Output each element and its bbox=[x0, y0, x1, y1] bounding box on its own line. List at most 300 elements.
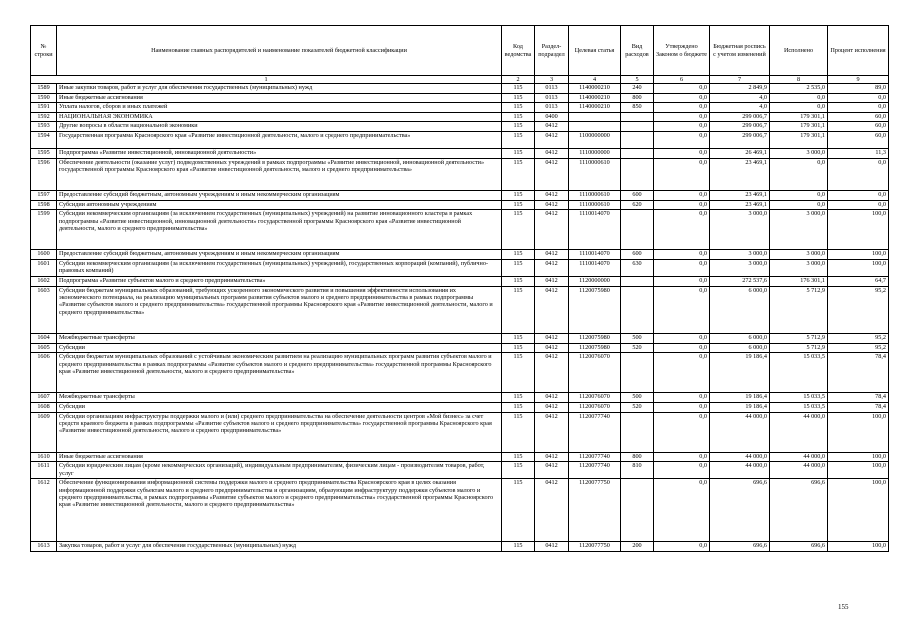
row-executed: 15 033,5 bbox=[770, 393, 828, 403]
row-department-code: 115 bbox=[502, 479, 535, 542]
row-budget-schedule: 19 186,4 bbox=[710, 403, 770, 413]
row-approved: 0,0 bbox=[654, 259, 710, 276]
row-section: 0412 bbox=[535, 542, 569, 552]
row-executed: 179 301,1 bbox=[770, 122, 828, 132]
row-department-code: 115 bbox=[502, 259, 535, 276]
table-row bbox=[31, 112, 889, 122]
table-row bbox=[31, 103, 889, 113]
row-budget-schedule: 696,6 bbox=[710, 542, 770, 552]
row-budget-schedule: 299 006,7 bbox=[710, 131, 770, 148]
row-target-article: 1110000610 bbox=[569, 200, 621, 210]
row-approved: 0,0 bbox=[654, 103, 710, 113]
row-budget-schedule: 2 849,9 bbox=[710, 84, 770, 94]
row-approved: 0,0 bbox=[654, 412, 710, 452]
row-section: 0400 bbox=[535, 112, 569, 122]
column-number: 5 bbox=[621, 76, 654, 84]
row-percent: 95,2 bbox=[828, 334, 889, 344]
column-number: 9 bbox=[828, 76, 889, 84]
row-approved: 0,0 bbox=[654, 403, 710, 413]
row-name: Закупка товаров, работ и услуг для обеспечения государственных (муниципальных) нужд bbox=[57, 542, 502, 552]
row-number: 1597 bbox=[31, 191, 57, 201]
header-row-number: № строки bbox=[31, 26, 57, 76]
row-section: 0412 bbox=[535, 191, 569, 201]
row-percent: 100,0 bbox=[828, 250, 889, 260]
row-executed: 2 535,0 bbox=[770, 84, 828, 94]
row-approved: 0,0 bbox=[654, 158, 710, 190]
row-section: 0412 bbox=[535, 412, 569, 452]
table-row bbox=[31, 462, 889, 479]
row-department-code: 115 bbox=[502, 200, 535, 210]
table-row bbox=[31, 343, 889, 353]
row-approved: 0,0 bbox=[654, 149, 710, 159]
row-budget-schedule: 3 000,0 bbox=[710, 210, 770, 250]
row-section: 0412 bbox=[535, 210, 569, 250]
header-expense-type: Вид расходов bbox=[621, 26, 654, 76]
column-number: 8 bbox=[770, 76, 828, 84]
row-expense-type: 630 bbox=[621, 259, 654, 276]
row-number: 1589 bbox=[31, 84, 57, 94]
row-name: НАЦИОНАЛЬНАЯ ЭКОНОМИКА bbox=[57, 112, 502, 122]
row-approved: 0,0 bbox=[654, 112, 710, 122]
row-name: Предоставление субсидий бюджетным, автономным учреждениям и иным некоммерческим организациям bbox=[57, 191, 502, 201]
row-section: 0412 bbox=[535, 277, 569, 287]
row-section: 0412 bbox=[535, 334, 569, 344]
row-section: 0412 bbox=[535, 131, 569, 148]
row-number: 1600 bbox=[31, 250, 57, 260]
row-department-code: 115 bbox=[502, 286, 535, 334]
column-number-row bbox=[31, 76, 889, 84]
row-section: 0412 bbox=[535, 259, 569, 276]
row-name: Иные бюджетные ассигнования bbox=[57, 452, 502, 462]
row-section: 0113 bbox=[535, 84, 569, 94]
page-number: 155 bbox=[838, 603, 849, 611]
row-approved: 0,0 bbox=[654, 277, 710, 287]
row-approved: 0,0 bbox=[654, 93, 710, 103]
row-executed: 0,0 bbox=[770, 158, 828, 190]
table-row bbox=[31, 93, 889, 103]
row-name: Субсидии юридическим лицам (кроме некоммерческих организаций), индивидуальным предпринимателям, физическим лицам - производителям товаров, работ, услуг bbox=[57, 462, 502, 479]
table-row bbox=[31, 200, 889, 210]
row-department-code: 115 bbox=[502, 334, 535, 344]
row-expense-type bbox=[621, 149, 654, 159]
row-number: 1599 bbox=[31, 210, 57, 250]
row-number: 1606 bbox=[31, 353, 57, 393]
row-percent: 64,7 bbox=[828, 277, 889, 287]
row-budget-schedule: 44 000,0 bbox=[710, 412, 770, 452]
row-target-article: 1110000610 bbox=[569, 158, 621, 190]
row-executed: 44 000,0 bbox=[770, 412, 828, 452]
row-percent: 100,0 bbox=[828, 412, 889, 452]
row-percent: 95,2 bbox=[828, 343, 889, 353]
row-section: 0412 bbox=[535, 462, 569, 479]
row-budget-schedule: 19 186,4 bbox=[710, 353, 770, 393]
row-target-article: 1120077740 bbox=[569, 462, 621, 479]
table-row bbox=[31, 277, 889, 287]
table-row bbox=[31, 479, 889, 542]
row-executed: 0,0 bbox=[770, 191, 828, 201]
row-expense-type: 500 bbox=[621, 393, 654, 403]
row-target-article: 1110014070 bbox=[569, 259, 621, 276]
row-target-article: 1110014070 bbox=[569, 210, 621, 250]
row-percent: 60,0 bbox=[828, 122, 889, 132]
row-expense-type: 800 bbox=[621, 452, 654, 462]
header-name: Наименование главных распорядителей и наименование показателей бюджетной классификации bbox=[57, 26, 502, 76]
row-budget-schedule: 26 469,1 bbox=[710, 149, 770, 159]
row-expense-type bbox=[621, 131, 654, 148]
row-budget-schedule: 6 000,0 bbox=[710, 334, 770, 344]
row-section: 0412 bbox=[535, 452, 569, 462]
row-department-code: 115 bbox=[502, 452, 535, 462]
row-name: Уплата налогов, сборов и иных платежей bbox=[57, 103, 502, 113]
row-approved: 0,0 bbox=[654, 542, 710, 552]
row-name: Субсидии бюджетам муниципальных образований, требующих ускоренного экономического развития и повышения эффективности использования их экономического потенциала, на реализацию муниципальных программ развития субъектов малого и среднего предпринимательства в рамках подпрограммы «Развитие субъектов малого и среднего предпринимательства» государственной программы Красноярского края «Развитие инвестиционной деятельности, малого и среднего предпринимательства» bbox=[57, 286, 502, 334]
row-section: 0412 bbox=[535, 479, 569, 542]
row-budget-schedule: 23 469,1 bbox=[710, 158, 770, 190]
row-executed: 179 301,1 bbox=[770, 131, 828, 148]
row-percent: 0,0 bbox=[828, 191, 889, 201]
row-department-code: 115 bbox=[502, 122, 535, 132]
row-target-article: 1120077750 bbox=[569, 479, 621, 542]
row-number: 1603 bbox=[31, 286, 57, 334]
row-budget-schedule: 3 000,0 bbox=[710, 250, 770, 260]
row-expense-type: 520 bbox=[621, 343, 654, 353]
row-executed: 5 712,9 bbox=[770, 334, 828, 344]
row-section: 0412 bbox=[535, 149, 569, 159]
header-department-code: Код ведомства bbox=[502, 26, 535, 76]
row-executed: 44 000,0 bbox=[770, 452, 828, 462]
row-target-article: 1120076070 bbox=[569, 393, 621, 403]
table-row bbox=[31, 259, 889, 276]
row-department-code: 115 bbox=[502, 412, 535, 452]
row-target-article: 1140000210 bbox=[569, 103, 621, 113]
row-executed: 176 301,1 bbox=[770, 277, 828, 287]
row-percent: 78,4 bbox=[828, 403, 889, 413]
row-executed: 3 000,0 bbox=[770, 259, 828, 276]
row-name: Подпрограмма «Развитие инвестиционной, инновационной деятельности» bbox=[57, 149, 502, 159]
row-approved: 0,0 bbox=[654, 393, 710, 403]
row-percent: 0,0 bbox=[828, 103, 889, 113]
row-executed: 15 033,5 bbox=[770, 353, 828, 393]
row-approved: 0,0 bbox=[654, 250, 710, 260]
row-approved: 0,0 bbox=[654, 84, 710, 94]
row-number: 1592 bbox=[31, 112, 57, 122]
row-target-article: 1120077740 bbox=[569, 412, 621, 452]
row-name: Субсидии bbox=[57, 403, 502, 413]
row-department-code: 115 bbox=[502, 112, 535, 122]
row-target-article: 1120077750 bbox=[569, 542, 621, 552]
row-approved: 0,0 bbox=[654, 122, 710, 132]
column-number: 4 bbox=[569, 76, 621, 84]
table-row bbox=[31, 403, 889, 413]
row-expense-type bbox=[621, 277, 654, 287]
row-budget-schedule: 44 000,0 bbox=[710, 462, 770, 479]
row-executed: 179 301,1 bbox=[770, 112, 828, 122]
row-expense-type: 520 bbox=[621, 403, 654, 413]
table-row bbox=[31, 412, 889, 452]
table-row bbox=[31, 393, 889, 403]
row-approved: 0,0 bbox=[654, 200, 710, 210]
row-name: Субсидии некоммерческим организациям (за исключением государственных (муниципальных) учреждений) на развитие инновационного кластера в рамках подпрограммы «Развитие инвестиционной, инновационной деятельности» государственной программы Красноярского края «Развитие инвестиционной деятельности, малого и среднего предпринимательства» bbox=[57, 210, 502, 250]
table-row bbox=[31, 286, 889, 334]
row-target-article: 1120076070 bbox=[569, 353, 621, 393]
row-executed: 3 000,0 bbox=[770, 210, 828, 250]
row-department-code: 115 bbox=[502, 250, 535, 260]
row-expense-type bbox=[621, 479, 654, 542]
row-number: 1601 bbox=[31, 259, 57, 276]
row-department-code: 115 bbox=[502, 343, 535, 353]
row-executed: 3 000,0 bbox=[770, 149, 828, 159]
header-section: Раздел-подраздел bbox=[535, 26, 569, 76]
row-target-article: 1120000000 bbox=[569, 277, 621, 287]
row-percent: 100,0 bbox=[828, 542, 889, 552]
row-target-article: 1120075980 bbox=[569, 343, 621, 353]
row-target-article: 1110000000 bbox=[569, 149, 621, 159]
table-row bbox=[31, 542, 889, 552]
row-name: Предоставление субсидий бюджетным, автономным учреждениям и иным некоммерческим организациям bbox=[57, 250, 502, 260]
row-expense-type: 800 bbox=[621, 93, 654, 103]
row-department-code: 115 bbox=[502, 542, 535, 552]
row-name: Субсидии автономным учреждениям bbox=[57, 200, 502, 210]
row-percent: 100,0 bbox=[828, 462, 889, 479]
row-percent: 100,0 bbox=[828, 452, 889, 462]
table-body bbox=[31, 84, 889, 552]
row-number: 1602 bbox=[31, 277, 57, 287]
row-percent: 0,0 bbox=[828, 158, 889, 190]
table-row bbox=[31, 158, 889, 190]
row-name: Иные бюджетные ассигнования bbox=[57, 93, 502, 103]
column-number: 1 bbox=[31, 76, 502, 84]
row-expense-type bbox=[621, 210, 654, 250]
header-percent: Процент исполнения bbox=[828, 26, 889, 76]
row-section: 0412 bbox=[535, 353, 569, 393]
row-number: 1593 bbox=[31, 122, 57, 132]
table-row bbox=[31, 122, 889, 132]
row-number: 1607 bbox=[31, 393, 57, 403]
row-name: Субсидии организациям инфраструктуры поддержки малого и (или) среднего предпринимательства на обеспечение деятельности центров «Мой бизнес» за счет средств краевого бюджета в рамках подпрограммы «Развитие субъектов малого и среднего предпринимательства» государственной программы Красноярского края «Развитие инвестиционной деятельности, малого и среднего предпринимательства» bbox=[57, 412, 502, 452]
row-approved: 0,0 bbox=[654, 286, 710, 334]
row-approved: 0,0 bbox=[654, 353, 710, 393]
row-budget-schedule: 3 000,0 bbox=[710, 259, 770, 276]
row-number: 1610 bbox=[31, 452, 57, 462]
row-section: 0113 bbox=[535, 93, 569, 103]
row-approved: 0,0 bbox=[654, 479, 710, 542]
row-approved: 0,0 bbox=[654, 191, 710, 201]
table-row bbox=[31, 452, 889, 462]
row-name: Межбюджетные трансферты bbox=[57, 393, 502, 403]
table-row bbox=[31, 353, 889, 393]
row-name: Субсидии некоммерческим организациям (за исключением государственных (муниципальных) учреждений), государственных корпораций (компаний), публично-правовых компаний) bbox=[57, 259, 502, 276]
budget-table bbox=[30, 25, 889, 552]
row-department-code: 115 bbox=[502, 131, 535, 148]
column-number: 6 bbox=[654, 76, 710, 84]
table-row bbox=[31, 131, 889, 148]
row-percent: 100,0 bbox=[828, 210, 889, 250]
row-expense-type bbox=[621, 158, 654, 190]
row-section: 0412 bbox=[535, 158, 569, 190]
row-name: Обеспечение функционирования информационной системы поддержки малого и среднего предпринимательства Красноярского края в целях оказания информационной поддержки субъектам малого и среднего предпринимательства и организациям, образующим инфраструктуру поддержки субъектов малого и среднего предпринимательства, в рамках подпрограммы «Развитие субъектов малого и среднего предпринимательства» государственной программы Красноярского края «Развитие инвестиционной деятельности, малого и среднего предпринимательства» bbox=[57, 479, 502, 542]
row-approved: 0,0 bbox=[654, 131, 710, 148]
row-department-code: 115 bbox=[502, 149, 535, 159]
row-percent: 95,2 bbox=[828, 286, 889, 334]
row-target-article: 1140000210 bbox=[569, 84, 621, 94]
row-section: 0412 bbox=[535, 122, 569, 132]
row-department-code: 115 bbox=[502, 462, 535, 479]
row-department-code: 115 bbox=[502, 103, 535, 113]
row-executed: 5 712,9 bbox=[770, 286, 828, 334]
header-executed: Исполнено bbox=[770, 26, 828, 76]
column-number: 3 bbox=[535, 76, 569, 84]
row-approved: 0,0 bbox=[654, 462, 710, 479]
row-department-code: 115 bbox=[502, 84, 535, 94]
header-budget-schedule: Бюджетная роспись с учетом изменений bbox=[710, 26, 770, 76]
row-expense-type: 850 bbox=[621, 103, 654, 113]
row-budget-schedule: 44 000,0 bbox=[710, 452, 770, 462]
row-number: 1598 bbox=[31, 200, 57, 210]
row-name: Межбюджетные трансферты bbox=[57, 334, 502, 344]
row-budget-schedule: 299 006,7 bbox=[710, 112, 770, 122]
table-row bbox=[31, 191, 889, 201]
table-header-row bbox=[31, 26, 889, 76]
row-percent: 89,0 bbox=[828, 84, 889, 94]
row-budget-schedule: 6 000,0 bbox=[710, 343, 770, 353]
row-target-article: 1110014070 bbox=[569, 250, 621, 260]
row-expense-type bbox=[621, 112, 654, 122]
row-name: Субсидии бюджетам муниципальных образований с устойчивым экономическим развитием на реализацию муниципальных программ развития субъектов малого и среднего предпринимательства в рамках подпрограммы «Развитие субъектов малого и среднего предпринимательства» государственной программы Красноярского края «Развитие инвестиционной деятельности, малого и среднего предпринимательства» bbox=[57, 353, 502, 393]
row-number: 1609 bbox=[31, 412, 57, 452]
row-target-article: 1120076070 bbox=[569, 403, 621, 413]
row-expense-type: 240 bbox=[621, 84, 654, 94]
row-number: 1591 bbox=[31, 103, 57, 113]
row-expense-type bbox=[621, 286, 654, 334]
row-number: 1611 bbox=[31, 462, 57, 479]
row-number: 1594 bbox=[31, 131, 57, 148]
row-section: 0412 bbox=[535, 343, 569, 353]
row-number: 1608 bbox=[31, 403, 57, 413]
row-target-article bbox=[569, 112, 621, 122]
row-target-article: 1120075980 bbox=[569, 286, 621, 334]
row-name: Обеспечение деятельности (оказание услуг) подведомственных учреждений в рамках подпрограммы «Развитие инвестиционной, инновационной деятельности» государственной программы Красноярского края «Развитие инвестиционной деятельности, малого и среднего предпринимательства» bbox=[57, 158, 502, 190]
row-department-code: 115 bbox=[502, 210, 535, 250]
row-target-article: 1110000610 bbox=[569, 191, 621, 201]
row-executed: 15 033,5 bbox=[770, 403, 828, 413]
row-department-code: 115 bbox=[502, 158, 535, 190]
row-expense-type bbox=[621, 122, 654, 132]
budget-table-page bbox=[30, 25, 888, 552]
row-percent: 78,4 bbox=[828, 353, 889, 393]
row-executed: 44 000,0 bbox=[770, 462, 828, 479]
header-approved: Утверждено Законом о бюджете bbox=[654, 26, 710, 76]
row-budget-schedule: 23 469,1 bbox=[710, 191, 770, 201]
row-expense-type: 500 bbox=[621, 334, 654, 344]
row-percent: 0,0 bbox=[828, 200, 889, 210]
row-budget-schedule: 299 006,7 bbox=[710, 122, 770, 132]
row-executed: 0,0 bbox=[770, 200, 828, 210]
row-approved: 0,0 bbox=[654, 334, 710, 344]
row-expense-type bbox=[621, 412, 654, 452]
row-section: 0412 bbox=[535, 200, 569, 210]
row-number: 1604 bbox=[31, 334, 57, 344]
row-percent: 78,4 bbox=[828, 393, 889, 403]
row-executed: 5 712,9 bbox=[770, 343, 828, 353]
row-approved: 0,0 bbox=[654, 343, 710, 353]
row-expense-type: 810 bbox=[621, 462, 654, 479]
row-budget-schedule: 696,6 bbox=[710, 479, 770, 542]
row-section: 0412 bbox=[535, 403, 569, 413]
row-expense-type: 600 bbox=[621, 250, 654, 260]
table-row bbox=[31, 334, 889, 344]
row-name: Государственная программа Красноярского края «Развитие инвестиционной деятельности, малого и среднего предпринимательства» bbox=[57, 131, 502, 148]
table-row bbox=[31, 210, 889, 250]
row-expense-type: 600 bbox=[621, 191, 654, 201]
row-expense-type bbox=[621, 353, 654, 393]
header-target-article: Целевая статья bbox=[569, 26, 621, 76]
row-name: Иные закупки товаров, работ и услуг для обеспечения государственных (муниципальных) нужд bbox=[57, 84, 502, 94]
row-budget-schedule: 19 186,4 bbox=[710, 393, 770, 403]
row-target-article: 1120077740 bbox=[569, 452, 621, 462]
row-expense-type: 200 bbox=[621, 542, 654, 552]
table-row bbox=[31, 250, 889, 260]
row-number: 1596 bbox=[31, 158, 57, 190]
row-department-code: 115 bbox=[502, 277, 535, 287]
row-percent: 60,0 bbox=[828, 112, 889, 122]
row-budget-schedule: 4,0 bbox=[710, 103, 770, 113]
row-department-code: 115 bbox=[502, 353, 535, 393]
row-number: 1605 bbox=[31, 343, 57, 353]
row-target-article: 1120075980 bbox=[569, 334, 621, 344]
column-number: 7 bbox=[710, 76, 770, 84]
row-budget-schedule: 23 469,1 bbox=[710, 200, 770, 210]
row-percent: 100,0 bbox=[828, 259, 889, 276]
row-number: 1595 bbox=[31, 149, 57, 159]
row-executed: 696,6 bbox=[770, 479, 828, 542]
column-number: 2 bbox=[502, 76, 535, 84]
row-number: 1613 bbox=[31, 542, 57, 552]
row-approved: 0,0 bbox=[654, 210, 710, 250]
row-number: 1590 bbox=[31, 93, 57, 103]
row-name: Подпрограмма «Развитие субъектов малого и среднего предпринимательства» bbox=[57, 277, 502, 287]
row-budget-schedule: 4,0 bbox=[710, 93, 770, 103]
row-department-code: 115 bbox=[502, 393, 535, 403]
table-row bbox=[31, 149, 889, 159]
row-executed: 0,0 bbox=[770, 103, 828, 113]
row-section: 0412 bbox=[535, 393, 569, 403]
row-percent: 100,0 bbox=[828, 479, 889, 542]
row-executed: 696,6 bbox=[770, 542, 828, 552]
row-section: 0113 bbox=[535, 103, 569, 113]
row-section: 0412 bbox=[535, 250, 569, 260]
row-approved: 0,0 bbox=[654, 452, 710, 462]
row-percent: 0,0 bbox=[828, 93, 889, 103]
row-target-article: 1100000000 bbox=[569, 131, 621, 148]
row-percent: 11,3 bbox=[828, 149, 889, 159]
table-row bbox=[31, 84, 889, 94]
row-expense-type: 620 bbox=[621, 200, 654, 210]
row-executed: 3 000,0 bbox=[770, 250, 828, 260]
row-executed: 0,0 bbox=[770, 93, 828, 103]
row-section: 0412 bbox=[535, 286, 569, 334]
row-department-code: 115 bbox=[502, 403, 535, 413]
row-number: 1612 bbox=[31, 479, 57, 542]
row-budget-schedule: 6 000,0 bbox=[710, 286, 770, 334]
row-department-code: 115 bbox=[502, 93, 535, 103]
row-name: Другие вопросы в области национальной экономики bbox=[57, 122, 502, 132]
row-target-article bbox=[569, 122, 621, 132]
row-budget-schedule: 272 537,6 bbox=[710, 277, 770, 287]
row-department-code: 115 bbox=[502, 191, 535, 201]
row-name: Субсидии bbox=[57, 343, 502, 353]
row-target-article: 1140000210 bbox=[569, 93, 621, 103]
row-percent: 60,0 bbox=[828, 131, 889, 148]
